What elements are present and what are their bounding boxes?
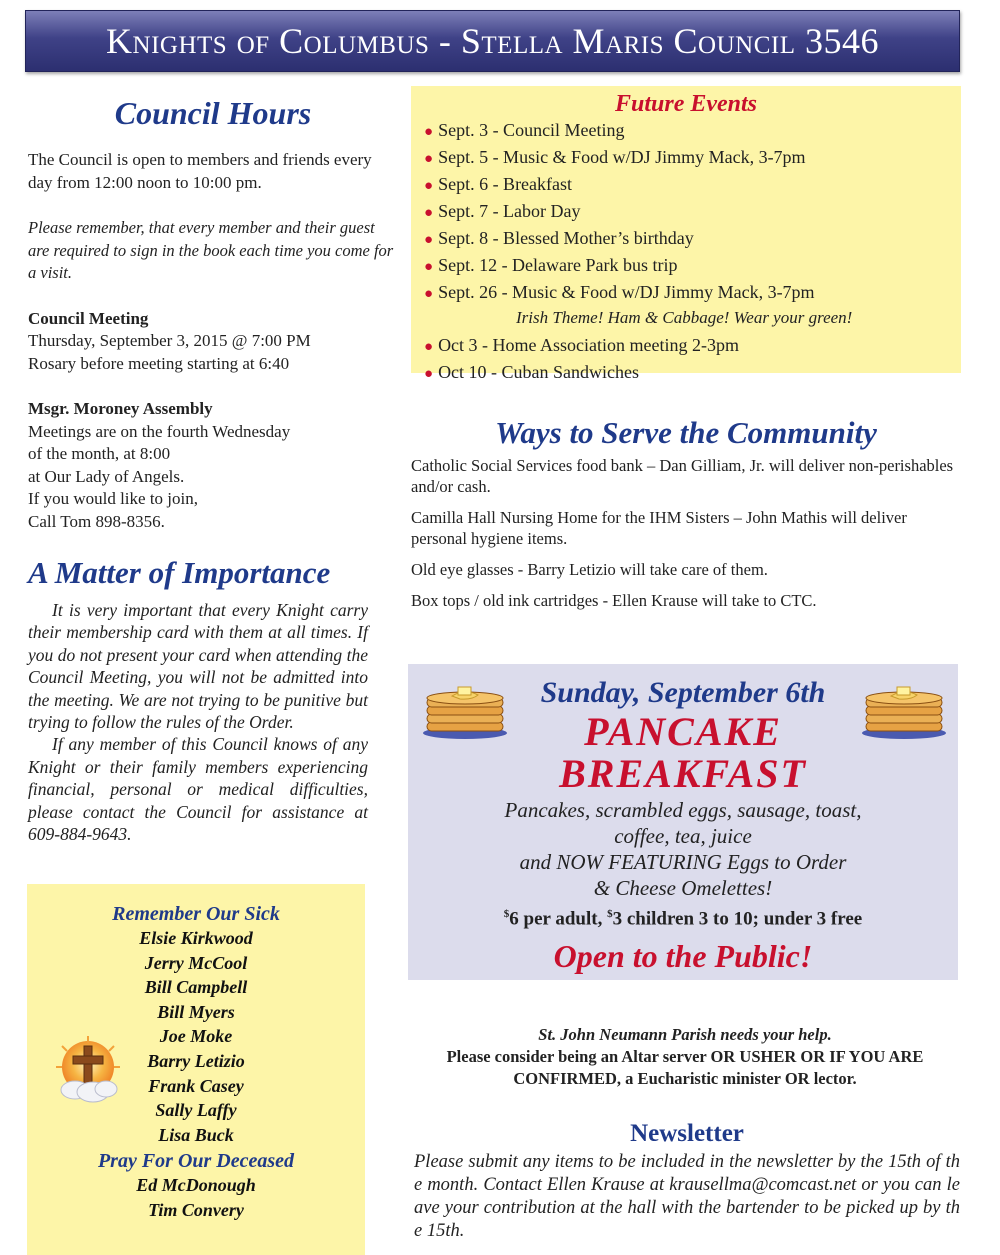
assembly-line: at Our Lady of Angels. (28, 466, 185, 486)
sick-name: Frank Casey (148, 1075, 244, 1096)
newsletter-section (414, 1117, 960, 1243)
serve-title: Ways to Serve the Community (495, 415, 877, 450)
pancake-stack-icon (422, 678, 508, 740)
event-note: Irish Theme! Ham & Cabbage! Wear your green! (516, 308, 853, 327)
sick-name: Jerry McCool (144, 952, 248, 973)
importance-para-2: If any member of this Council knows of any Knight or their family members experiencing financial, personal or medical difficulties, please contact the Council for assistance at 609-884-9643. (28, 734, 368, 845)
header-title: Knights of Columbus - Stella Maris Council 3546 (106, 21, 879, 61)
sick-name: Bill Myers (157, 1001, 235, 1022)
assembly-heading: Msgr. Moroney Assembly (28, 399, 213, 418)
sick-name: Sally Laffy (155, 1100, 237, 1121)
serve-section (411, 412, 961, 611)
breakfast-title-line: PANCAKE (584, 709, 782, 754)
breakfast-date: Sunday, September 6th (540, 676, 826, 709)
parish-line-1: St. John Neumann Parish needs your help. (538, 1025, 832, 1044)
assembly-line: of the month, at 8:00 (28, 444, 171, 463)
bullet-icon: ● (424, 232, 434, 248)
council-hours-section (28, 92, 398, 533)
importance-para-1: It is very important that every Knight carry their membership card with them at all times. If you do not present your card when attending the Council Meeting, you will not be admitted into the meeting. We are not trying to be punitive but trying to follow the rules of the Order. (28, 600, 368, 733)
parish-notice (410, 1024, 960, 1090)
deceased-name: Tim Convery (148, 1199, 244, 1220)
bullet-icon: ● (424, 178, 434, 194)
breakfast-title-line: BREAKFAST (559, 751, 807, 796)
rosary-note: Rosary before meeting starting at 6:40 (28, 353, 290, 373)
breakfast-price: $6 per adult, $3 children 3 to 10; under 3 free (503, 908, 863, 930)
future-events-box (411, 86, 961, 382)
deceased-title: Pray For Our Deceased (97, 1150, 295, 1173)
importance-section (28, 553, 368, 845)
event-item: ● Oct 10 - Cuban Sandwiches (424, 362, 640, 382)
assembly-line: If you would like to join, (28, 489, 198, 508)
sick-name: Bill Campbell (144, 977, 248, 998)
serve-item: Catholic Social Services food bank – Dan Gilliam, Jr. will deliver non-perishables and/or cash. (411, 456, 954, 496)
menu-line: coffee, tea, juice (614, 824, 752, 848)
event-item: ● Sept. 12 - Delaware Park bus trip (424, 255, 678, 275)
sick-name: Lisa Buck (158, 1124, 234, 1145)
serve-item: Camilla Hall Nursing Home for the IHM Sisters – John Mathis will deliver personal hygiene items. (411, 508, 907, 548)
event-item: ● Sept. 5 - Music & Food w/DJ Jimmy Mack, 3-7pm (424, 147, 806, 167)
parish-line-2: Please consider being an Altar server OR USHER OR IF YOU ARE CONFIRMED, a Eucharistic minister OR lector. (446, 1047, 924, 1088)
council-hours-intro: The Council is open to members and friends every day from 12:00 noon to 10:00 pm. (28, 150, 372, 192)
event-item: ● Sept. 7 - Labor Day (424, 201, 581, 221)
future-events-title: Future Events (614, 91, 758, 117)
sick-name: Elsie Kirkwood (139, 928, 253, 948)
newsletter-title: Newsletter (630, 1120, 744, 1147)
assembly-line: Meetings are on the fourth Wednesday (28, 421, 291, 441)
serve-item: Old eye glasses - Barry Letizio will take care of them. (411, 560, 768, 579)
deceased-name: Ed McDonough (136, 1175, 256, 1196)
event-item: ● Sept. 3 - Council Meeting (424, 120, 625, 140)
menu-line: & Cheese Omelettes! (593, 876, 773, 900)
cross-icon (51, 1034, 125, 1108)
newsletter-body: Please submit any items to be included in the newsletter by the 15th of the month. Contact Ellen Krause at krausellma@comcast.net or you can leave your contribution at the hall with the bartender to be picked up by the 15th. (414, 1152, 960, 1241)
sign-in-reminder: Please remember, that every member and their guest are required to sign in the book each time you come for a visit. (28, 218, 394, 282)
assembly-line: Call Tom 898-8356. (28, 511, 165, 531)
bullet-icon: ● (424, 366, 434, 382)
council-meeting-date: Thursday, September 3, 2015 @ 7:00 PM (28, 331, 311, 350)
bullet-icon: ● (424, 124, 434, 140)
sick-name: Joe Moke (159, 1026, 233, 1047)
newsletter-header (25, 10, 960, 72)
bullet-icon: ● (424, 259, 434, 275)
bullet-icon: ● (424, 339, 434, 355)
event-item: ● Sept. 8 - Blessed Mother’s birthday (424, 228, 694, 248)
council-hours-title: Council Hours (114, 95, 312, 131)
council-meeting-heading: Council Meeting (28, 308, 149, 328)
open-to-public: Open to the Public! (553, 938, 813, 975)
bullet-icon: ● (424, 151, 434, 167)
bullet-icon: ● (424, 205, 434, 221)
event-item: ● Sept. 26 - Music & Food w/DJ Jimmy Mack, 3-7pm (424, 282, 815, 302)
event-item: ● Oct 3 - Home Association meeting 2-3pm (424, 335, 740, 355)
sick-name: Barry Letizio (147, 1050, 245, 1071)
event-item: ● Sept. 6 - Breakfast (424, 174, 573, 194)
pancake-breakfast-box (408, 664, 958, 980)
breakfast-menu (408, 797, 958, 901)
serve-item: Box tops / old ink cartridges - Ellen Krause will take to CTC. (411, 591, 817, 610)
menu-line: Pancakes, scrambled eggs, sausage, toast, (504, 798, 862, 822)
pancake-stack-icon (861, 678, 947, 740)
importance-title: A Matter of Importance (28, 555, 331, 590)
menu-line: and NOW FEATURING Eggs to Order (519, 850, 847, 874)
sick-title: Remember Our Sick (112, 903, 280, 925)
bullet-icon: ● (424, 286, 434, 302)
sick-box (27, 884, 365, 1255)
